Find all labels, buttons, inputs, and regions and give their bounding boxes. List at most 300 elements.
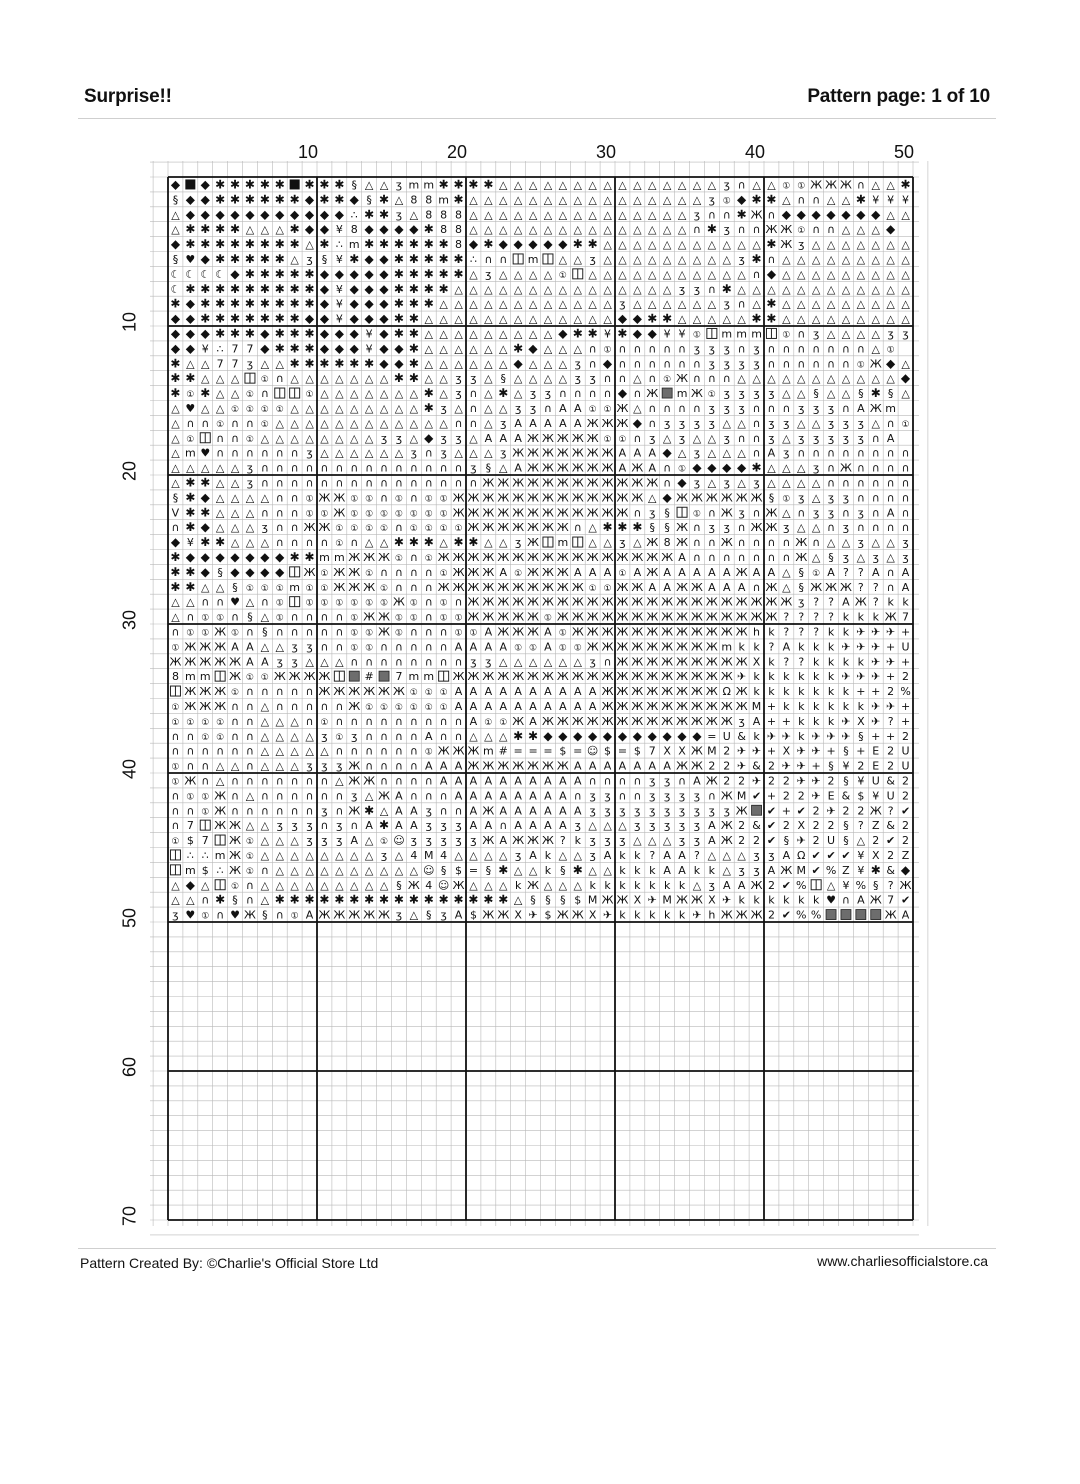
stitch-symbol: ∩ <box>797 446 806 460</box>
stitch-symbol: △ <box>841 282 851 296</box>
stitch-symbol: ʒ <box>321 729 328 743</box>
stitch-symbol: ① <box>603 404 612 415</box>
stitch-symbol: ∩ <box>275 461 284 475</box>
stitch-symbol: Ж <box>631 491 644 505</box>
stitch-symbol: Ж <box>467 610 480 624</box>
stitch-symbol: △ <box>543 282 553 296</box>
stitch-symbol: Ж <box>601 640 614 654</box>
stitch-symbol: △ <box>528 312 538 326</box>
stitch-symbol: ◆ <box>602 356 613 371</box>
stitch-symbol: ✱ <box>274 341 285 356</box>
stitch-symbol: ① <box>365 568 374 579</box>
stitch-symbol: △ <box>379 372 389 386</box>
stitch-symbol: Ж <box>527 610 539 624</box>
stitch-symbol: △ <box>737 267 746 281</box>
stitch-symbol: ∩ <box>767 401 776 415</box>
stitch-symbol: ∩ <box>797 342 806 356</box>
stitch-symbol: ✱ <box>215 281 226 296</box>
stitch-symbol: △ <box>662 178 672 192</box>
stitch-symbol: V <box>171 506 180 520</box>
stitch-symbol: ∩ <box>856 491 865 505</box>
stitch-symbol: ◆ <box>409 222 419 237</box>
stitch-symbol: Ж <box>437 744 450 758</box>
stitch-symbol: ∩ <box>231 789 240 803</box>
stitch-symbol: ◆ <box>260 549 270 564</box>
stitch-symbol: ① <box>365 702 374 713</box>
stitch-symbol: ✱ <box>244 296 255 311</box>
stitch-symbol: X <box>514 908 522 922</box>
stitch-symbol: + <box>766 744 777 758</box>
stitch-symbol: Ж <box>720 714 733 728</box>
stitch-symbol: ✱ <box>364 892 375 907</box>
stitch-symbol: △ <box>260 834 270 848</box>
stitch-symbol: △ <box>648 267 657 281</box>
stitch-symbol: △ <box>648 193 657 207</box>
stitch-symbol: ① <box>275 583 284 594</box>
stitch-symbol: Ж <box>586 416 599 430</box>
stitch-symbol: △ <box>871 342 880 356</box>
stitch-symbol: △ <box>513 267 523 281</box>
stitch-symbol: ◆ <box>722 460 732 475</box>
stitch-symbol: ∩ <box>692 357 701 371</box>
stitch-symbol: Ж <box>601 625 614 639</box>
stitch-symbol: △ <box>186 357 195 371</box>
stitch-symbol: ① <box>216 613 225 624</box>
stitch-symbol: ① <box>394 702 403 713</box>
stitch-symbol: Ж <box>542 446 554 460</box>
stitch-symbol: ʒ <box>783 416 790 430</box>
stitch-symbol: Ж <box>616 610 629 624</box>
stitch-symbol: Ж <box>705 625 718 639</box>
stitch-symbol: △ <box>364 401 374 415</box>
stitch-symbol: ✱ <box>215 892 226 907</box>
stitch-symbol: △ <box>499 178 508 192</box>
stitch-symbol: △ <box>528 863 538 877</box>
stitch-symbol: △ <box>230 387 240 401</box>
stitch-symbol: ◆ <box>886 222 896 237</box>
stitch-symbol: Ж <box>229 670 241 684</box>
stitch-symbol: ✱ <box>408 341 419 356</box>
stitch-symbol: § <box>560 893 566 907</box>
stitch-symbol: ∩ <box>409 565 418 579</box>
stitch-symbol: ∩ <box>365 655 374 669</box>
stitch-symbol: ① <box>394 613 403 624</box>
stitch-symbol: △ <box>677 223 687 237</box>
stitch-symbol: ✱ <box>244 192 255 207</box>
stitch-symbol: ∩ <box>871 431 880 445</box>
stitch-symbol: Ж <box>601 595 614 609</box>
stitch-symbol: △ <box>871 223 880 237</box>
stitch-symbol: △ <box>215 401 225 415</box>
stitch-symbol: § <box>262 625 268 639</box>
stitch-symbol: ʒ <box>306 640 313 654</box>
stitch-symbol: Ω <box>722 685 731 699</box>
stitch-symbol: Ж <box>810 178 823 192</box>
stitch-symbol: ∩ <box>171 625 180 639</box>
stitch-symbol: ✱ <box>304 296 315 311</box>
stitch-symbol: ʒ <box>455 819 462 833</box>
stitch-symbol: ✱ <box>230 251 241 266</box>
stitch-symbol: Ж <box>467 670 480 684</box>
stitch-symbol: A <box>708 834 716 848</box>
stitch-symbol: ✱ <box>200 535 211 550</box>
stitch-symbol: % <box>855 878 867 892</box>
stitch-symbol: Ж <box>467 744 480 758</box>
stitch-symbol: Ж <box>184 685 197 699</box>
stitch-symbol: ✱ <box>453 192 464 207</box>
stitch-symbol: △ <box>707 252 717 266</box>
stitch-symbol: ✱ <box>349 892 360 907</box>
store-website-link[interactable]: www.charliesofficialstore.ca <box>817 1253 988 1269</box>
stitch-symbol: ✱ <box>766 237 777 252</box>
stitch-symbol: = <box>468 863 479 877</box>
stitch-symbol: ʒ <box>827 491 835 505</box>
stitch-symbol: ✱ <box>304 356 315 371</box>
stitch-symbol: ∩ <box>439 655 448 669</box>
stitch-symbol: Ж <box>631 625 644 639</box>
stitch-symbol: ① <box>439 688 448 699</box>
stitch-symbol: ✈ <box>811 774 821 788</box>
stitch-symbol: A <box>529 685 537 699</box>
stitch-symbol: X <box>633 893 642 907</box>
stitch-symbol: ∩ <box>245 759 254 773</box>
stitch-symbol: ◆ <box>200 177 210 192</box>
stitch-symbol: ¥ <box>365 342 373 356</box>
stitch-symbol: ʒ <box>500 416 507 430</box>
stitch-symbol: A <box>663 759 671 773</box>
stitch-symbol: + <box>811 759 821 773</box>
stitch-symbol: 2 <box>723 744 731 758</box>
stitch-symbol: ʒ <box>827 431 835 445</box>
stitch-symbol: 7 <box>648 744 656 758</box>
stitch-symbol: ✱ <box>230 177 241 192</box>
stitch-symbol: 2 <box>708 759 716 773</box>
stitch-symbol: ʒ <box>708 357 716 371</box>
stitch-symbol: ? <box>798 655 805 669</box>
stitch-symbol: Ж <box>318 670 331 684</box>
stitch-symbol: △ <box>811 476 821 490</box>
stitch-symbol: ʒ <box>604 789 611 803</box>
stitch-symbol: ✱ <box>393 892 404 907</box>
stitch-symbol: ✱ <box>259 281 270 296</box>
stitch-symbol: m <box>721 640 733 654</box>
stitch-symbol: △ <box>752 178 761 192</box>
stitch-symbol: ∩ <box>380 744 389 758</box>
stitch-symbol: ① <box>335 524 344 535</box>
stitch-symbol: ∩ <box>290 610 299 624</box>
stitch-symbol: ∩ <box>275 476 284 490</box>
stitch-symbol: △ <box>260 848 270 862</box>
stitch-symbol: △ <box>603 178 612 192</box>
stitch-symbol: Ж <box>333 685 346 699</box>
stitch-symbol: A <box>678 565 686 579</box>
stitch-symbol: Ж <box>512 476 525 490</box>
stitch-symbol: ? <box>843 565 849 579</box>
stitch-symbol: Ж <box>527 759 539 773</box>
stitch-symbol: Z <box>871 819 880 833</box>
stitch-symbol: ✔ <box>766 804 777 818</box>
stitch-symbol: ¥ <box>604 327 612 341</box>
stitch-symbol: ∩ <box>275 521 284 535</box>
stitch-symbol: A <box>499 640 508 654</box>
stitch-symbol: ① <box>663 375 672 386</box>
stitch-symbol: ✈ <box>871 699 881 713</box>
stitch-symbol: ✱ <box>170 296 181 311</box>
stitch-symbol: ✈ <box>528 908 538 922</box>
stitch-symbol: △ <box>409 908 419 922</box>
stitch-symbol: ∩ <box>752 401 761 415</box>
stitch-symbol: ∩ <box>260 506 269 520</box>
stitch-symbol: ʒ <box>291 819 298 833</box>
stitch-symbol: ✈ <box>737 670 747 684</box>
stitch-symbol <box>841 910 851 920</box>
stitch-symbol: ① <box>439 568 448 579</box>
stitch-symbol: ∩ <box>618 789 627 803</box>
stitch-symbol: Ж <box>527 625 539 639</box>
stitch-symbol: ✱ <box>274 296 285 311</box>
stitch-symbol: ʒ <box>649 431 656 445</box>
stitch-symbol: ① <box>409 688 418 699</box>
stitch-symbol: ✱ <box>617 326 628 341</box>
stitch-symbol: 8 <box>425 193 433 207</box>
stitch-symbol: ʒ <box>753 848 760 862</box>
stitch-symbol: + <box>766 789 777 803</box>
stitch-symbol: ✱ <box>483 237 494 252</box>
stitch-symbol: ✱ <box>185 564 196 579</box>
stitch-symbol: Ж <box>363 580 376 594</box>
stitch-symbol: k <box>678 908 686 922</box>
stitch-symbol: △ <box>305 878 314 892</box>
stitch-symbol: 2 <box>723 774 731 788</box>
stitch-symbol: ✱ <box>230 326 241 341</box>
stitch-symbol: ∩ <box>782 550 791 564</box>
stitch-symbol: ✔ <box>766 834 777 848</box>
stitch-symbol: Ж <box>542 491 554 505</box>
stitch-symbol: A <box>529 804 537 818</box>
stitch-symbol: ∩ <box>171 729 180 743</box>
stitch-symbol: A <box>514 699 522 713</box>
stitch-symbol: M <box>662 893 672 907</box>
stitch-symbol: ʒ <box>306 252 313 266</box>
stitch-symbol: $ <box>574 893 582 907</box>
stitch-symbol: ✈ <box>647 893 657 907</box>
stitch-symbol: △ <box>484 416 493 430</box>
stitch-symbol: ◆ <box>334 341 344 356</box>
stitch-symbol: △ <box>305 655 314 669</box>
stitch-symbol: ʒ <box>261 521 269 535</box>
stitch-symbol: ʒ <box>470 461 477 475</box>
stitch-symbol: △ <box>707 178 717 192</box>
stitch-symbol: ¥ <box>857 848 865 862</box>
stitch-symbol: ʒ <box>440 401 447 415</box>
stitch-symbol: A <box>573 565 582 579</box>
stitch-symbol: △ <box>871 327 880 341</box>
stitch-symbol: ✱ <box>170 356 181 371</box>
stitch-symbol: △ <box>439 387 448 401</box>
stitch-symbol: ✱ <box>379 207 390 222</box>
stitch-symbol: k <box>827 640 835 654</box>
stitch-symbol: ◆ <box>230 266 240 281</box>
stitch-symbol: △ <box>171 208 180 222</box>
stitch-symbol: △ <box>499 461 508 475</box>
stitch-symbol: ∩ <box>275 446 284 460</box>
stitch-symbol: ʒ <box>738 387 745 401</box>
stitch-symbol: A <box>544 699 552 713</box>
stitch-symbol: △ <box>484 282 493 296</box>
stitch-symbol: ① <box>305 583 314 594</box>
stitch-symbol: Ж <box>750 491 763 505</box>
stitch-symbol: ∩ <box>856 178 865 192</box>
stitch-symbol: ✱ <box>274 192 285 207</box>
stitch-symbol: ✱ <box>393 251 404 266</box>
stitch-symbol: Ж <box>705 670 718 684</box>
stitch-symbol: ∩ <box>618 342 627 356</box>
stitch-symbol: △ <box>603 819 612 833</box>
stitch-symbol: ʒ <box>693 476 701 490</box>
stitch-symbol: Ж <box>482 670 495 684</box>
stitch-symbol: ∩ <box>305 476 314 490</box>
stitch-symbol: k <box>634 908 641 922</box>
stitch-symbol: ∩ <box>707 506 716 520</box>
stitch-symbol: ∩ <box>216 908 225 922</box>
stitch-symbol: M <box>424 848 434 862</box>
stitch-symbol: Ж <box>333 580 346 594</box>
stitch-symbol: ∴ <box>469 252 477 266</box>
stitch-symbol: ◆ <box>900 862 911 877</box>
stitch-symbol: A <box>454 699 463 713</box>
stitch-symbol: Ж <box>705 655 718 669</box>
stitch-symbol: 2 <box>902 729 910 743</box>
stitch-symbol: ✈ <box>826 729 836 743</box>
stitch-symbol: △ <box>543 267 553 281</box>
stitch-symbol: △ <box>320 401 329 415</box>
stitch-symbol: ① <box>275 598 284 609</box>
stitch-symbol: ʒ <box>902 536 909 550</box>
stitch-symbol: △ <box>826 297 836 311</box>
stitch-symbol: △ <box>513 208 523 222</box>
stitch-symbol: ʒ <box>753 863 760 877</box>
stitch-symbol: Ж <box>646 625 659 639</box>
stitch-symbol: Ж <box>884 610 897 624</box>
stitch-symbol: ʒ <box>887 327 894 341</box>
stitch-symbol: ∩ <box>797 357 806 371</box>
stitch-symbol: △ <box>484 312 493 326</box>
stitch-symbol: ʒ <box>827 401 835 415</box>
stitch-symbol: △ <box>484 878 493 892</box>
stitch-symbol: § <box>485 863 492 877</box>
stitch-symbol: ∩ <box>275 491 284 505</box>
stitch-symbol: △ <box>290 729 299 743</box>
stitch-symbol: ① <box>201 732 210 743</box>
stitch-symbol: △ <box>797 252 806 266</box>
stitch-symbol: ① <box>201 613 210 624</box>
stitch-symbol: △ <box>350 431 359 445</box>
stitch-symbol: △ <box>871 312 880 326</box>
stitch-symbol: ∩ <box>707 282 716 296</box>
stitch-symbol: § <box>843 774 849 788</box>
stitch-symbol: △ <box>677 267 687 281</box>
stitch-symbol: Ж <box>318 908 331 922</box>
stitch-symbol: △ <box>215 387 225 401</box>
stitch-symbol: ① <box>245 434 254 445</box>
stitch-symbol: ◆ <box>394 341 404 356</box>
stitch-symbol: ∩ <box>439 625 448 639</box>
stitch-symbol: ① <box>439 613 448 624</box>
stitch-symbol: § <box>321 252 328 266</box>
stitch-symbol: △ <box>499 536 508 550</box>
stitch-symbol: △ <box>469 446 478 460</box>
stitch-symbol: ∩ <box>692 223 701 237</box>
stitch-symbol: Ж <box>735 699 748 713</box>
stitch-symbol: △ <box>782 565 791 579</box>
stitch-symbol: A <box>395 789 403 803</box>
stitch-symbol: △ <box>588 312 597 326</box>
stitch-symbol: ① <box>260 375 269 386</box>
stitch-symbol: ✱ <box>215 251 226 266</box>
stitch-symbol: ∩ <box>886 521 895 535</box>
stitch-symbol: ∩ <box>305 625 314 639</box>
stitch-symbol: Ж <box>393 595 405 609</box>
stitch-symbol: 2 <box>872 834 880 848</box>
stitch-symbol: Ж <box>765 610 778 624</box>
stitch-symbol: ◆ <box>543 237 553 252</box>
stitch-symbol: ∩ <box>231 729 240 743</box>
stitch-symbol: 8 <box>455 223 463 237</box>
stitch-symbol: Ж <box>542 506 554 520</box>
stitch-symbol: Ж <box>810 580 823 594</box>
stitch-symbol: ∩ <box>588 387 597 401</box>
stitch-symbol: ʒ <box>693 208 701 222</box>
stitch-symbol: △ <box>707 431 717 445</box>
stitch-symbol: 7 <box>902 610 910 624</box>
stitch-symbol: ∩ <box>648 357 657 371</box>
stitch-symbol: Ж <box>333 565 346 579</box>
stitch-symbol: △ <box>543 223 553 237</box>
stitch-symbol: ∩ <box>648 342 657 356</box>
stitch-symbol: ∩ <box>767 357 776 371</box>
stitch-symbol: ʒ <box>246 357 254 371</box>
stitch-symbol: ∩ <box>707 208 716 222</box>
stitch-symbol: Ж <box>735 491 748 505</box>
stitch-symbol: = <box>573 744 583 758</box>
stitch-symbol: ✱ <box>408 251 419 266</box>
stitch-symbol: ¥ <box>887 193 895 207</box>
stitch-symbol: Ж <box>676 699 688 713</box>
stitch-symbol: △ <box>677 312 687 326</box>
stitch-symbol: ∩ <box>290 804 299 818</box>
stitch-symbol: ✱ <box>289 892 300 907</box>
stitch-symbol: △ <box>171 223 180 237</box>
stitch-symbol: A <box>395 804 403 818</box>
stitch-symbol: k <box>812 699 820 713</box>
stitch-symbol: ∩ <box>856 476 865 490</box>
stitch-symbol: △ <box>811 416 821 430</box>
stitch-symbol: ∩ <box>171 789 180 803</box>
row-label: 50 <box>119 907 140 929</box>
stitch-symbol: Ж <box>497 595 510 609</box>
stitch-symbol: ∩ <box>380 759 389 773</box>
stitch-symbol: A <box>722 580 731 594</box>
stitch-symbol: ✱ <box>766 192 777 207</box>
stitch-symbol: ∩ <box>499 819 508 833</box>
stitch-symbol: ✱ <box>185 579 196 594</box>
stitch-symbol: △ <box>424 312 433 326</box>
stitch-symbol: ♥ <box>185 908 196 922</box>
stitch-symbol: ∩ <box>290 774 299 788</box>
stitch-symbol: △ <box>707 476 717 490</box>
stitch-symbol: % <box>825 863 837 877</box>
stitch-symbol: △ <box>230 506 240 520</box>
